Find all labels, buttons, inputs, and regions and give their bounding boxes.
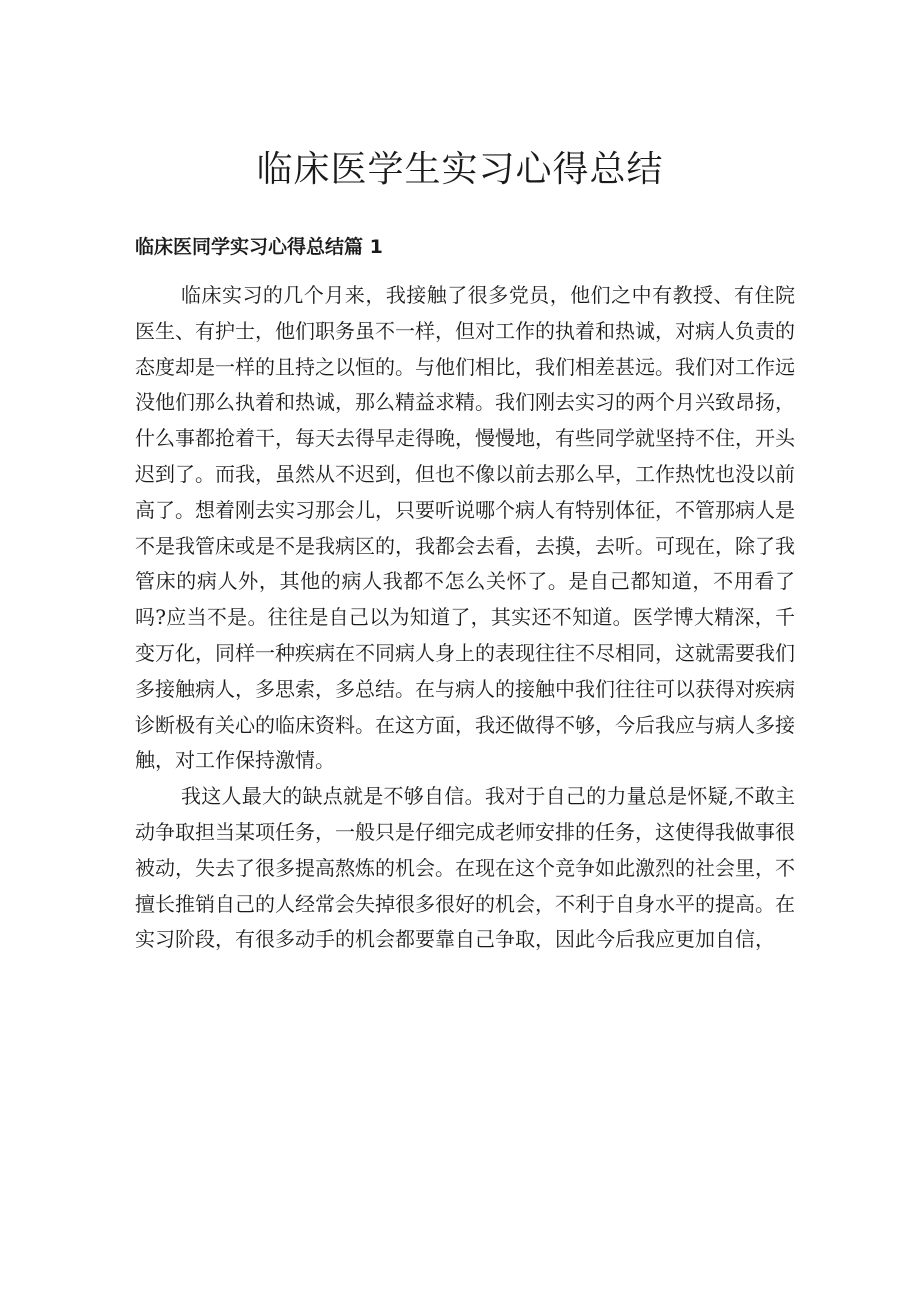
section-heading: 临床医同学实习心得总结篇 1 [135, 236, 383, 258]
paragraph-1: 临床实习的几个月来，我接触了很多党员，他们之中有教授、有住院医生、有护士，他们职务虽不一样，但对工作的执着和热诚，对病人负责的态度却是一样的且持之以恒的。与他们相比，我们相差甚远。我们对工作远没他们那么执着和热诚，那么精益求精。我们刚去实习的两个月兴致昂扬，什么事都抢着干，每天去得早走得晚，慢慢地，有些同学就坚持不住，开头迟到了。而我，虽然从不迟到，但也不像以前去那么早，工作热忱也没以前高了。想着刚去实习那会儿，只要听说哪个病人有特别体征，不管那病人是不是我管床或是不是我病区的，我都会去看，去摸，去听。可现在，除了我管床的病人外，其他的病人我都不怎么关怀了。是自己都知道，不用看了吗?应当不是。往往是自己以为知道了，其实还不知道。医学博大精深，千变万化，同样一种疾病在不同病人身上的表现往往不尽相同，这就需要我们多接触病人，多思索，多总结。在与病人的接触中我们往往可以获得对疾病诊断极有关心的临床资料。在这方面，我还做得不够，今后我应与病人多接触，对工作保持激情。 [135, 283, 795, 773]
document-body [135, 278, 795, 958]
document-title: 临床医学生实习心得总结 [256, 149, 664, 190]
paragraph-2: 我这人最大的缺点就是不够自信。我对于自己的力量总是怀疑,不敢主动争取担当某项任务，一般只是仔细完成老师安排的任务，这使得我做事很被动，失去了很多提高熬炼的机会。在现在这个竞争如此激烈的社会里，不擅长推销自己的人经常会失掉很多很好的机会，不利于自身水平的提高。在实习阶段，有很多动手的机会都要靠自己争取，因此今后我应更加自信， [135, 784, 795, 952]
